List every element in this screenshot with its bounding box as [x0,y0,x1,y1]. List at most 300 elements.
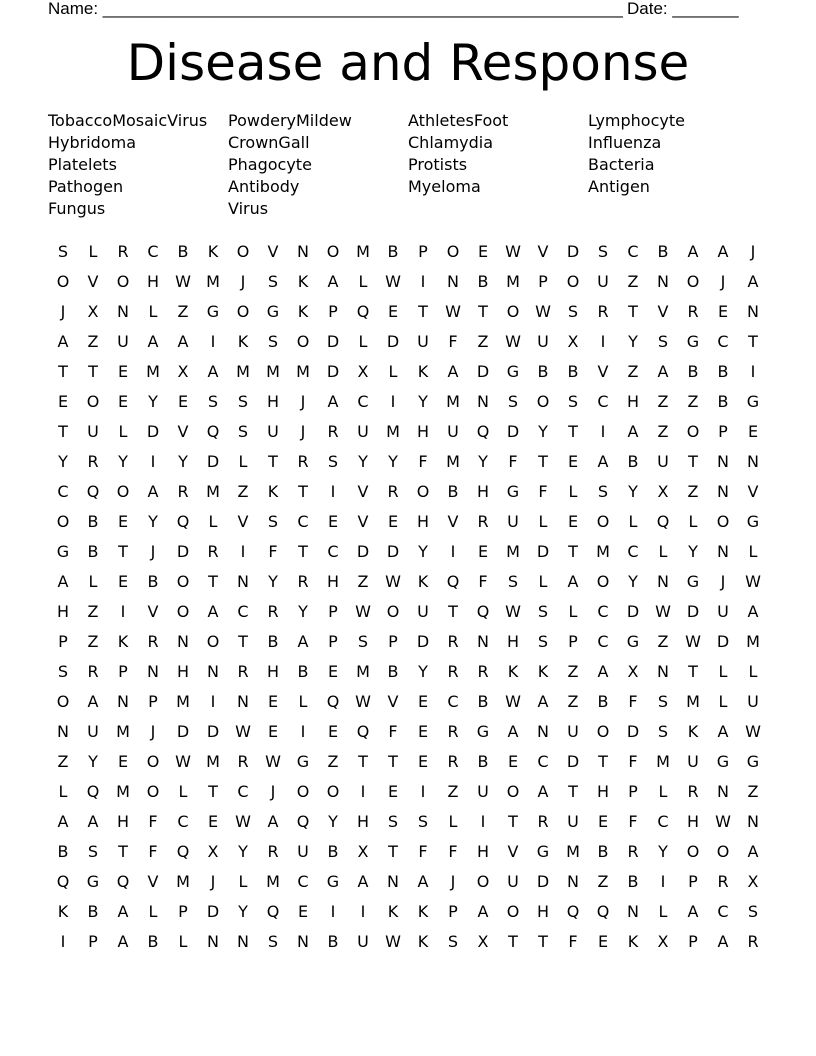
grid-letter: E [57,392,69,411]
grid-letter: B [147,572,159,591]
grid-letter: P [118,662,128,681]
grid-letter: A [207,602,219,621]
grid-letter: Z [87,602,99,621]
grid-letter: D [506,422,520,441]
grid-letter: Y [358,452,368,471]
grid-letter: Y [148,512,158,531]
grid-letter: R [477,512,489,531]
grid-letter: I [600,422,606,441]
grid-letter: R [747,932,759,951]
grid-letter: Q [296,812,310,831]
grid-letter: T [628,302,638,321]
grid-letter: W [745,572,761,591]
grid-letter: R [597,302,609,321]
grid-letter: U [717,602,729,621]
grid-letter: W [655,602,671,621]
grid-letter: O [446,242,460,261]
word-bank-item: Fungus [48,199,106,218]
grid-letter: Y [118,452,128,471]
grid-letter: K [207,242,219,261]
grid-letter: Y [238,842,248,861]
grid-letter: F [388,722,398,741]
grid-letter: I [480,812,486,831]
grid-letter: M [116,722,130,741]
grid-letter: D [386,332,400,351]
grid-letter: W [445,302,461,321]
word-bank-item: Influenza [588,133,662,152]
grid-letter: B [597,692,609,711]
grid-letter: S [267,932,279,951]
grid-letter: E [507,752,519,771]
word-bank-item [408,198,588,220]
grid-letter: W [385,272,401,291]
grid-letter: Q [566,902,580,921]
grid-letter: E [387,302,399,321]
grid-letter: P [628,782,638,801]
grid-letter: M [266,362,280,381]
grid-letter: C [717,902,729,921]
grid-letter: Y [58,452,68,471]
grid-letter: S [507,572,519,591]
grid-letter: Y [478,452,488,471]
grid-letter: G [86,872,100,891]
grid-letter: L [388,362,398,381]
grid-letter: U [507,872,519,891]
grid-letter: Q [596,902,610,921]
grid-letter: U [687,752,699,771]
grid-letter: R [687,782,699,801]
grid-letter: M [116,782,130,801]
grid-letter: Q [56,872,70,891]
grid-letter: D [536,542,550,561]
date-field[interactable]: Date: _______ [627,0,739,18]
grid-letter: N [717,452,729,471]
grid-letter: E [597,812,609,831]
grid-letter: V [747,482,759,501]
grid-letter: E [327,512,339,531]
grid-letter: T [58,362,68,381]
grid-letter: J [60,302,66,321]
grid-letter: U [357,932,369,951]
grid-letter: T [58,422,68,441]
grid-letter: N [477,632,489,651]
grid-letter: S [267,272,279,291]
grid-letter: Y [418,662,428,681]
grid-letter: U [417,332,429,351]
grid-letter: P [418,242,428,261]
grid-letter: F [508,452,518,471]
grid-letter: S [567,302,579,321]
grid-letter: V [387,692,399,711]
grid-letter: L [238,452,248,471]
grid-letter: O [716,512,730,531]
grid-letter: I [390,392,396,411]
grid-letter: F [568,932,578,951]
grid-letter: N [657,662,669,681]
grid-letter: I [660,872,666,891]
grid-letter: P [688,932,698,951]
grid-letter: E [117,392,129,411]
grid-letter: O [326,782,340,801]
grid-letter: B [87,902,99,921]
grid-letter: Z [747,782,759,801]
grid-letter: A [657,362,669,381]
grid-letter: O [146,752,160,771]
grid-letter: F [628,812,638,831]
grid-letter: C [717,332,729,351]
grid-letter: F [628,692,638,711]
grid-letter: B [597,842,609,861]
grid-letter: U [657,452,669,471]
grid-letter: D [146,422,160,441]
grid-letter: U [747,692,759,711]
word-bank-item: Virus [228,199,269,218]
grid-letter: S [597,242,609,261]
grid-letter: I [600,332,606,351]
grid-letter: A [597,662,609,681]
grid-letter: R [87,662,99,681]
grid-letter: C [627,242,639,261]
grid-letter: Z [657,632,669,651]
grid-letter: N [207,662,219,681]
grid-letter: T [118,842,128,861]
grid-letter: D [626,602,640,621]
grid-letter: T [208,572,218,591]
grid-letter: D [476,362,490,381]
grid-letter: M [356,662,370,681]
grid-letter: U [357,422,369,441]
grid-letter: U [507,512,519,531]
name-field[interactable]: Name: _______________________________________________________ [48,0,623,18]
grid-letter: V [597,362,609,381]
grid-letter: Y [178,452,188,471]
grid-letter: L [148,302,158,321]
grid-letter: R [447,662,459,681]
grid-letter: K [627,932,639,951]
word-bank-item: Protists [408,155,468,174]
grid-letter: F [418,452,428,471]
grid-letter: O [86,392,100,411]
grid-letter: L [358,332,368,351]
grid-letter: K [387,902,399,921]
grid-letter: O [536,392,550,411]
grid-letter: A [87,692,99,711]
grid-letter: G [716,752,730,771]
grid-letter: B [627,872,639,891]
grid-letter: M [686,692,700,711]
grid-letter: N [117,302,129,321]
grid-letter: T [298,482,308,501]
grid-letter: U [597,272,609,291]
grid-letter: B [327,842,339,861]
grid-letter: K [297,302,309,321]
grid-letter: E [267,722,279,741]
grid-letter: Z [357,572,369,591]
grid-letter: I [450,542,456,561]
grid-letter: J [150,542,156,561]
grid-letter: L [718,692,728,711]
grid-letter: Q [206,422,220,441]
grid-letter: G [746,752,760,771]
grid-letter: C [447,692,459,711]
grid-letter: A [717,932,729,951]
grid-letter: M [506,272,520,291]
grid-letter: I [120,602,126,621]
grid-letter: A [747,842,759,861]
grid-letter: H [686,812,700,831]
grid-letter: N [717,542,729,561]
grid-letter: Q [176,842,190,861]
grid-letter: O [56,692,70,711]
grid-letter: X [207,842,219,861]
grid-letter: M [176,692,190,711]
grid-letter: X [657,482,669,501]
grid-letter: H [626,392,640,411]
grid-letter: Z [567,692,579,711]
grid-letter: I [330,902,336,921]
grid-letter: T [508,812,518,831]
grid-letter: J [270,782,276,801]
grid-letter: L [58,782,68,801]
grid-letter: G [536,842,550,861]
grid-letter: W [505,692,521,711]
grid-letter: K [417,572,429,591]
grid-letter: B [267,632,279,651]
grid-letter: A [57,332,69,351]
grid-letter: H [56,602,70,621]
grid-letter: K [117,632,129,651]
grid-letter: J [240,272,246,291]
grid-letter: O [176,602,190,621]
grid-letter: B [87,512,99,531]
word-bank-item: Lymphocyte [588,111,685,130]
grid-letter: V [267,242,279,261]
grid-letter: S [567,392,579,411]
grid-letter: E [717,302,729,321]
grid-letter: T [88,362,98,381]
grid-letter: O [596,572,610,591]
grid-letter: G [686,332,700,351]
grid-letter: P [58,632,68,651]
grid-letter: P [148,692,158,711]
grid-letter: X [567,332,579,351]
grid-letter: G [206,302,220,321]
grid-letter: A [717,242,729,261]
grid-letter: O [116,482,130,501]
grid-letter: X [627,662,639,681]
grid-letter: H [326,572,340,591]
grid-letter: F [448,842,458,861]
grid-letter: M [236,362,250,381]
grid-letter: J [150,722,156,741]
grid-letter: D [326,362,340,381]
grid-letter: T [388,752,398,771]
grid-letter: C [297,872,309,891]
grid-letter: K [237,332,249,351]
grid-letter: Z [57,752,69,771]
grid-letter: M [446,392,460,411]
grid-letter: B [477,692,489,711]
grid-letter: H [176,662,190,681]
grid-letter: R [717,872,729,891]
grid-letter: X [177,362,189,381]
grid-letter: G [326,872,340,891]
grid-letter: X [357,842,369,861]
grid-letter: W [355,602,371,621]
grid-letter: A [747,602,759,621]
grid-letter: M [176,872,190,891]
grid-letter: N [747,452,759,471]
grid-letter: I [300,722,306,741]
grid-letter: N [387,872,399,891]
grid-letter: J [210,872,216,891]
grid-letter: C [627,542,639,561]
grid-letter: N [297,242,309,261]
grid-letter: L [178,782,188,801]
grid-letter: U [87,422,99,441]
grid-letter: Z [567,662,579,681]
grid-letter: W [175,752,191,771]
grid-letter: N [297,932,309,951]
grid-letter: A [57,572,69,591]
grid-letter: B [657,242,669,261]
grid-letter: U [537,332,549,351]
grid-letter: S [267,512,279,531]
grid-letter: A [147,332,159,351]
grid-letter: O [176,572,190,591]
grid-letter: S [747,902,759,921]
grid-letter: Y [88,752,98,771]
grid-letter: B [567,362,579,381]
grid-letter: L [148,902,158,921]
grid-letter: Z [177,302,189,321]
grid-letter: T [688,452,698,471]
grid-letter: A [597,452,609,471]
grid-letter: H [476,482,490,501]
grid-letter: L [688,512,698,531]
grid-letter: T [298,542,308,561]
grid-letter: V [537,242,549,261]
grid-letter: T [508,932,518,951]
grid-letter: O [56,512,70,531]
grid-letter: Q [476,602,490,621]
grid-letter: X [357,362,369,381]
grid-letter: A [327,392,339,411]
grid-letter: J [750,242,756,261]
grid-letter: S [237,422,249,441]
grid-letter: S [57,662,69,681]
grid-letter: P [328,632,338,651]
grid-letter: Q [176,512,190,531]
grid-letter: D [356,542,370,561]
grid-letter: P [718,422,728,441]
grid-letter: U [87,722,99,741]
grid-letter: W [685,632,701,651]
word-bank-item: TobaccoMosaicVirus [48,111,208,130]
grid-letter: Z [477,332,489,351]
grid-letter: U [567,812,579,831]
grid-letter: I [420,782,426,801]
grid-letter: E [327,722,339,741]
grid-letter: B [627,452,639,471]
grid-letter: S [87,842,99,861]
grid-letter: I [360,902,366,921]
grid-letter: D [206,722,220,741]
grid-letter: T [238,632,248,651]
word-bank-item: Platelets [48,155,117,174]
grid-letter: R [87,452,99,471]
grid-letter: G [746,392,760,411]
grid-letter: M [386,422,400,441]
grid-letter: R [477,662,489,681]
grid-letter: Q [356,302,370,321]
grid-letter: F [538,482,548,501]
grid-letter: Y [688,542,698,561]
grid-letter: H [146,272,160,291]
grid-letter: K [57,902,69,921]
grid-letter: R [237,662,249,681]
grid-letter: A [207,362,219,381]
grid-letter: I [420,272,426,291]
grid-letter: F [628,752,638,771]
grid-letter: W [385,932,401,951]
grid-letter: X [657,932,669,951]
grid-letter: N [747,302,759,321]
grid-letter: S [537,602,549,621]
grid-letter: U [267,422,279,441]
grid-letter: Z [687,482,699,501]
word-bank [48,110,768,220]
grid-letter: S [327,452,339,471]
grid-letter: H [596,782,610,801]
grid-letter: O [146,782,160,801]
grid-letter: G [506,482,520,501]
grid-letter: M [206,482,220,501]
grid-letter: I [60,932,66,951]
grid-letter: S [237,392,249,411]
grid-letter: A [477,902,489,921]
grid-letter: A [327,272,339,291]
grid-letter: C [357,392,369,411]
name-date-header [48,0,768,20]
grid-letter: F [478,572,488,591]
grid-letter: A [567,572,579,591]
grid-letter: O [116,272,130,291]
grid-letter: Q [356,722,370,741]
grid-letter: Q [266,902,280,921]
grid-letter: A [537,782,549,801]
grid-letter: S [207,392,219,411]
grid-letter: A [627,422,639,441]
grid-letter: M [266,872,280,891]
grid-letter: G [686,572,700,591]
grid-letter: P [328,302,338,321]
grid-letter: K [267,482,279,501]
grid-letter: L [88,242,98,261]
grid-letter: K [297,272,309,291]
grid-letter: I [750,362,756,381]
word-bank-item: Phagocyte [228,155,312,174]
grid-letter: H [416,422,430,441]
grid-letter: A [747,272,759,291]
grid-letter: N [657,572,669,591]
grid-letter: P [88,932,98,951]
grid-letter: F [148,842,158,861]
grid-letter: A [507,722,519,741]
grid-letter: A [537,692,549,711]
grid-letter: U [567,722,579,741]
grid-letter: N [717,482,729,501]
